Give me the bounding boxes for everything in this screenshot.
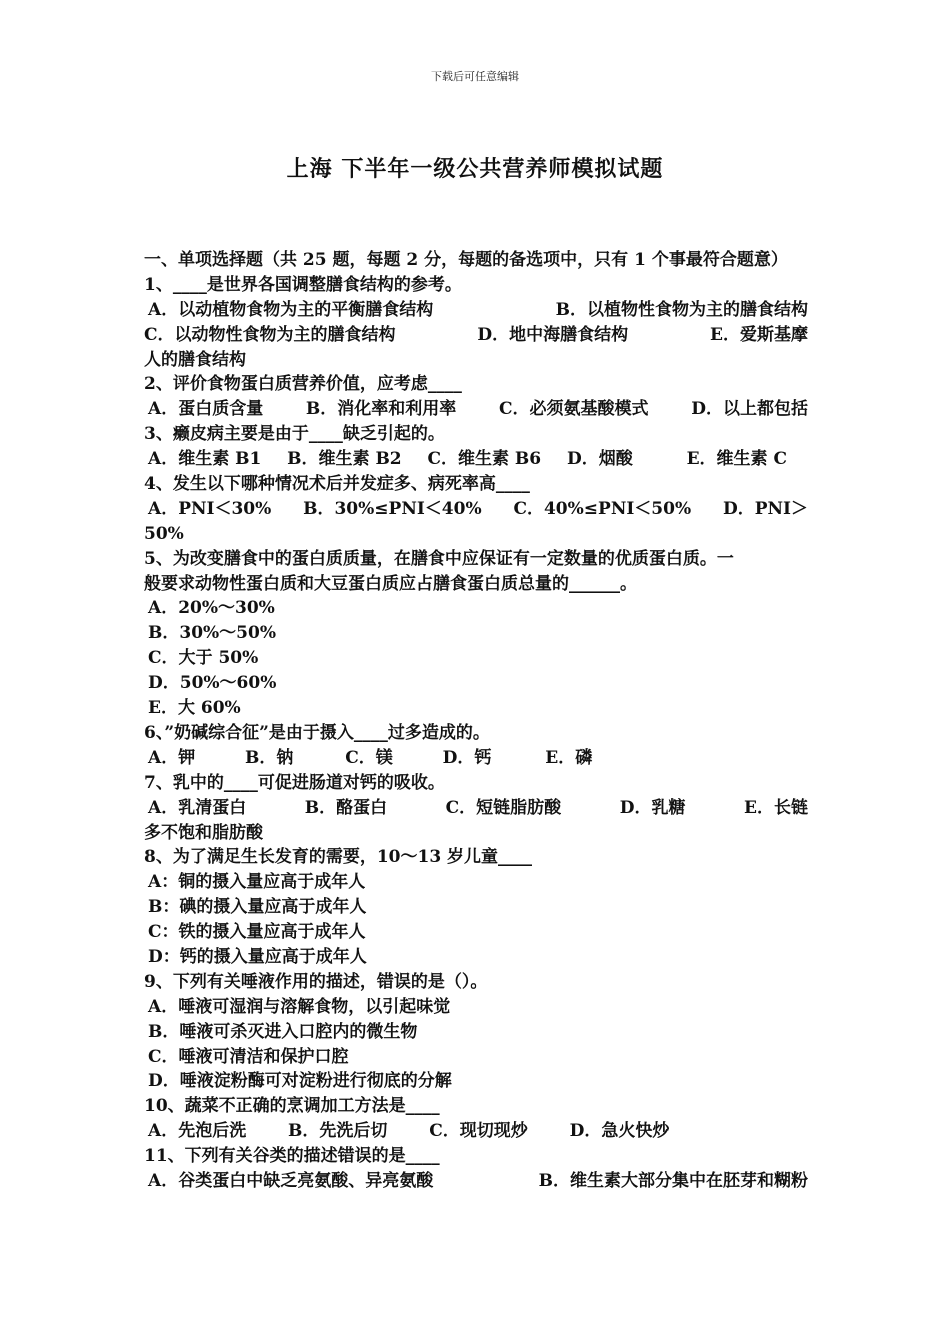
- question-8-option-a: A：铜的摄入量应高于成年人: [148, 872, 366, 893]
- option: C．短链脂肪酸: [445, 797, 562, 818]
- question-8-option-d: D：钙的摄入量应高于成年人: [148, 946, 367, 967]
- question-4-stem: 4、发生以下哪种情况术后并发症多、病死率高____: [144, 474, 530, 495]
- question-10-options-line-1: [144, 1119, 808, 1144]
- question-8-option-c: C：铁的摄入量应高于成年人: [148, 922, 366, 943]
- page-title: 上海 下半年一级公共营养师模拟试题: [286, 157, 664, 182]
- option: E．长链: [743, 797, 808, 818]
- section-heading: 一、单项选择题（共 25 题，每题 2 分，每题的备选项中，只有 1 个事最符合题意）: [144, 250, 788, 270]
- option: C．40%≤PNI＜50%: [513, 498, 692, 519]
- question-9-option-a: A．唾液可湿润与溶解食物，以引起味觉: [148, 996, 451, 1017]
- question-6-stem: 6、”奶碱综合征”是由于摄入____过多造成的。: [144, 722, 490, 743]
- option: A．钾: [148, 747, 196, 768]
- option: B．维生素大部分集中在胚芽和糊粉: [538, 1170, 808, 1191]
- question-7-stem: 7、乳中的____可促进肠道对钙的吸收。: [144, 772, 445, 793]
- option: B．先洗后切: [288, 1121, 388, 1142]
- question-5-option-d: D．50%～60%: [148, 673, 277, 694]
- question-2-options-line-1: [144, 397, 808, 422]
- question-1-options-line-2: [144, 323, 808, 348]
- option: D．钙: [442, 747, 492, 768]
- option: A．PNI＜30%: [148, 498, 272, 519]
- option: D．烟酸: [566, 449, 633, 470]
- option: C．以动物性食物为主的膳食结构: [144, 324, 396, 345]
- question-8-option-b: B：碘的摄入量应高于成年人: [148, 897, 367, 918]
- question-1-stem: 1、____是世界各国调整膳食结构的参考。: [144, 274, 462, 295]
- question-1-options-line-1: [144, 298, 808, 323]
- question-11-stem: 11、下列有关谷类的描述错误的是____: [144, 1146, 440, 1167]
- option: E．爱斯基摩: [710, 324, 808, 345]
- question-7-options-line-2: 多不饱和脂肪酸: [144, 822, 263, 843]
- question-4-options-line-2: 50%: [144, 523, 184, 544]
- option: B．酪蛋白: [304, 797, 388, 818]
- option: A．以动植物食物为主的平衡膳食结构: [148, 299, 434, 320]
- option: C．现切现炒: [429, 1121, 528, 1142]
- question-5-option-c: C．大于 50%: [148, 648, 259, 669]
- option: D．以上都包括: [691, 399, 808, 420]
- option: B．消化率和利用率: [305, 399, 457, 420]
- question-11-options-line-1: [144, 1169, 808, 1194]
- option: E．维生素 C: [686, 449, 787, 470]
- option: C．必须氨基酸模式: [498, 399, 649, 420]
- question-6-options-line-1: [144, 746, 808, 771]
- option: A．谷类蛋白中缺乏亮氨酸、异亮氨酸: [148, 1170, 434, 1191]
- option: D．PNI＞: [722, 498, 808, 519]
- question-1-options-line-3: 人的膳食结构: [144, 349, 246, 370]
- question-5-stem-line-1: 5、为改变膳食中的蛋白质质量，在膳食中应保证有一定数量的优质蛋白质。一: [144, 548, 734, 569]
- question-9-stem: 9、下列有关唾液作用的描述，错误的是（）。: [144, 971, 488, 992]
- option: A．先泡后洗: [148, 1121, 247, 1142]
- question-3-options-line-1: [144, 447, 808, 472]
- option: A．维生素 B1: [148, 449, 262, 470]
- option: C．镁: [345, 747, 393, 768]
- question-9-option-b: B．唾液可杀灭进入口腔内的微生物: [148, 1021, 418, 1042]
- question-4-options-line-1: [144, 497, 808, 522]
- question-9-option-c: C．唾液可清洁和保护口腔: [148, 1046, 349, 1067]
- option: C．维生素 B6: [427, 449, 542, 470]
- header-note: 下载后可任意编辑: [431, 70, 519, 83]
- question-9-option-d: D．唾液淀粉酶可对淀粉进行彻底的分解: [148, 1071, 452, 1092]
- option: B．以植物性食物为主的膳食结构: [555, 299, 808, 320]
- question-2-stem: 2、评价食物蛋白质营养价值，应考虑____: [144, 374, 462, 395]
- option: E．磷: [545, 747, 593, 768]
- exam-body: [144, 248, 808, 1194]
- option: B．钠: [245, 747, 294, 768]
- option: B．维生素 B2: [287, 449, 402, 470]
- option: D．乳糖: [619, 797, 686, 818]
- question-3-stem: 3、癞皮病主要是由于____缺乏引起的。: [144, 424, 445, 445]
- question-5-option-b: B．30%～50%: [148, 623, 276, 644]
- option: A．乳清蛋白: [148, 797, 247, 818]
- question-8-stem: 8、为了满足生长发育的需要，10～13 岁儿童____: [144, 847, 533, 868]
- question-5-stem-line-2: 般要求动物性蛋白质和大豆蛋白质应占膳食蛋白质总量的______。: [144, 573, 637, 594]
- question-5-option-e: E．大 60%: [148, 698, 241, 719]
- question-10-stem: 10、蔬菜不正确的烹调加工方法是____: [144, 1096, 440, 1117]
- question-7-options-line-1: [144, 796, 808, 821]
- option: B．30%≤PNI＜40%: [303, 498, 482, 519]
- question-5-option-a: A．20%～30%: [148, 598, 275, 619]
- option: A．蛋白质含量: [148, 399, 264, 420]
- option: D．急火快炒: [569, 1121, 670, 1142]
- option: D．地中海膳食结构: [477, 324, 629, 345]
